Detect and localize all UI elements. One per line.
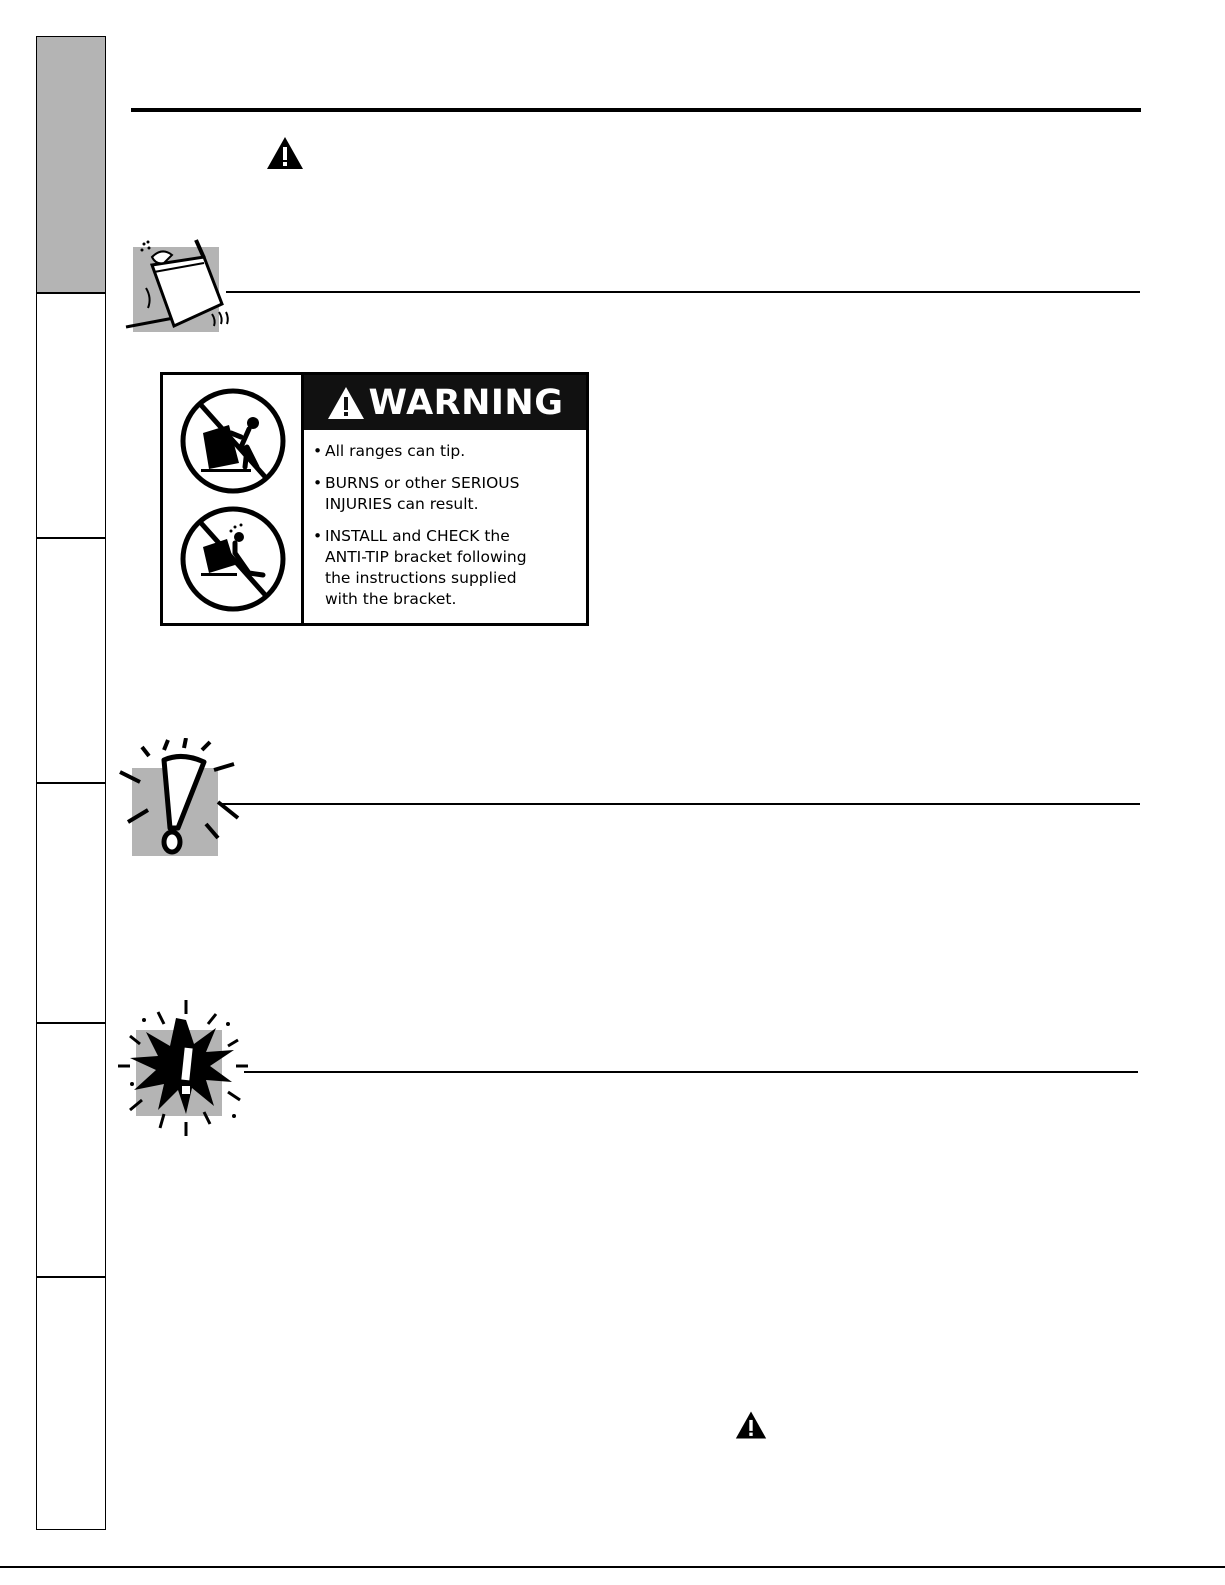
safety-alert-icon [266, 136, 304, 170]
section-rule-1 [226, 291, 1140, 293]
tab-section-4[interactable] [37, 784, 105, 1024]
exclamation-icon [114, 738, 244, 860]
explosion-icon [116, 1000, 252, 1138]
section-tabs [36, 36, 106, 1530]
bullet-line: ANTI-TIP bracket following [325, 548, 527, 566]
bullet-line: • All ranges can tip. [325, 442, 466, 460]
tab-section-2[interactable] [37, 294, 105, 539]
tipping-range-icon [124, 232, 236, 336]
tab-section-3[interactable] [37, 539, 105, 784]
warning-bullet [313, 526, 583, 610]
tab-section-6[interactable] [37, 1278, 105, 1531]
tab-section-5[interactable] [37, 1024, 105, 1278]
tab-section-1[interactable] [37, 37, 105, 294]
page-bottom-rule [0, 1566, 1225, 1568]
bullet-line: the instructions supplied [325, 569, 517, 587]
no-sitting-on-door-icon [177, 503, 289, 615]
warning-bullet [313, 473, 583, 515]
anti-tip-warning-label [160, 372, 589, 626]
bullet-line: • BURNS or other SERIOUS [325, 474, 520, 492]
warning-heading: WARNING [368, 382, 564, 423]
safety-alert-icon [735, 1410, 767, 1440]
warning-triangle-icon [327, 386, 365, 420]
warning-bullets [313, 441, 583, 621]
bullet-line: with the bracket. [325, 590, 457, 608]
bullet-line: • INSTALL and CHECK the [325, 527, 510, 545]
warning-bullet [313, 441, 583, 462]
section-rule-2 [222, 803, 1140, 805]
bullet-line: INJURIES can result. [325, 495, 479, 513]
warning-pictograms [163, 375, 304, 623]
header-rule [131, 108, 1141, 112]
warning-header [304, 375, 586, 430]
section-rule-3 [244, 1071, 1138, 1073]
no-climbing-icon [177, 385, 289, 497]
